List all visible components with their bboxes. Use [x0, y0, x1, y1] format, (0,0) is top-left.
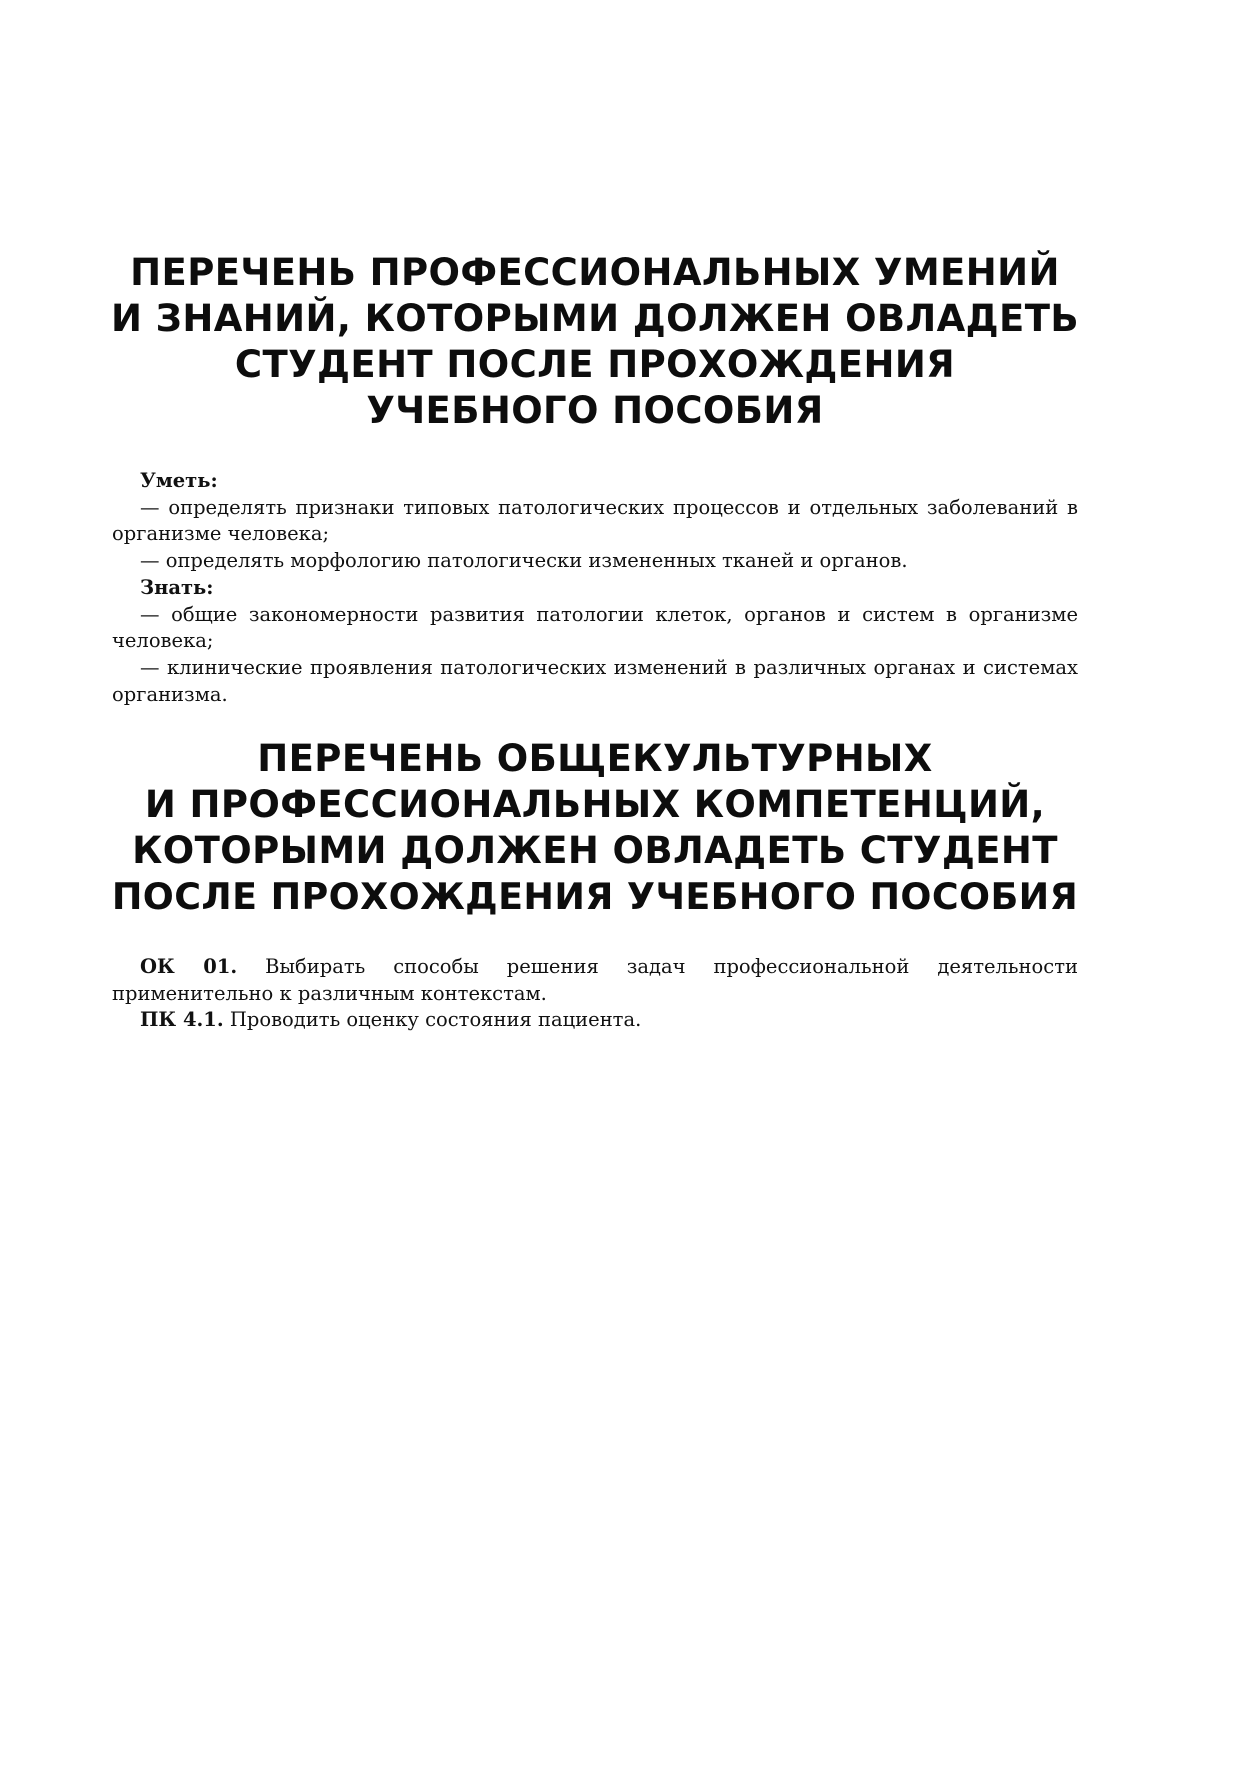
competency-item [112, 1007, 1078, 1034]
skills-knowledge-section [112, 468, 1078, 708]
competency-code: ПК 4.1. [140, 1008, 224, 1032]
heading-line: ПЕРЕЧЕНЬ ОБЩЕКУЛЬТУРНЫХ [257, 737, 933, 780]
competency-text: Проводить оценку состояния пациента. [223, 1008, 642, 1032]
heading-line: ПЕРЕЧЕНЬ ПРОФЕССИОНАЛЬНЫХ УМЕНИЙ [130, 251, 1060, 294]
heading-line: СТУДЕНТ ПОСЛЕ ПРОХОЖДЕНИЯ [234, 343, 956, 386]
knowledge-item: — клинические проявления патологических изменений в различных органах и системах организма. [112, 655, 1078, 706]
competency-item [112, 954, 1078, 1007]
skills-item: — определять признаки типовых патологических процессов и отдельных заболеваний в организме человека; [112, 495, 1078, 546]
heading-line: И ПРОФЕССИОНАЛЬНЫХ КОМПЕТЕНЦИЙ, [144, 783, 1046, 826]
competencies-section [112, 954, 1078, 1034]
skills-label: Уметь: [140, 469, 218, 492]
skills-item: — определять морфологию патологически измененных тканей и органов. [140, 549, 908, 573]
competency-text: Выбирать способы решения задач профессиональной деятельности применительно к различным контекстам. [112, 955, 1078, 1005]
knowledge-item: — общие закономерности развития патологии клеток, органов и систем в организме человека; [112, 602, 1078, 653]
skills-knowledge-heading [110, 250, 1080, 434]
heading-line: УЧЕБНОГО ПОСОБИЯ [366, 389, 824, 432]
heading-line: КОТОРЫМИ ДОЛЖЕН ОВЛАДЕТЬ СТУДЕНТ [132, 829, 1058, 872]
heading-line: И ЗНАНИЙ, КОТОРЫМИ ДОЛЖЕН ОВЛАДЕТЬ [111, 297, 1079, 340]
competencies-heading [110, 736, 1080, 920]
competency-code: ОК 01. [140, 955, 238, 978]
knowledge-label: Знать: [140, 575, 214, 599]
heading-line: ПОСЛЕ ПРОХОЖДЕНИЯ УЧЕБНОГО ПОСОБИЯ [111, 875, 1079, 918]
